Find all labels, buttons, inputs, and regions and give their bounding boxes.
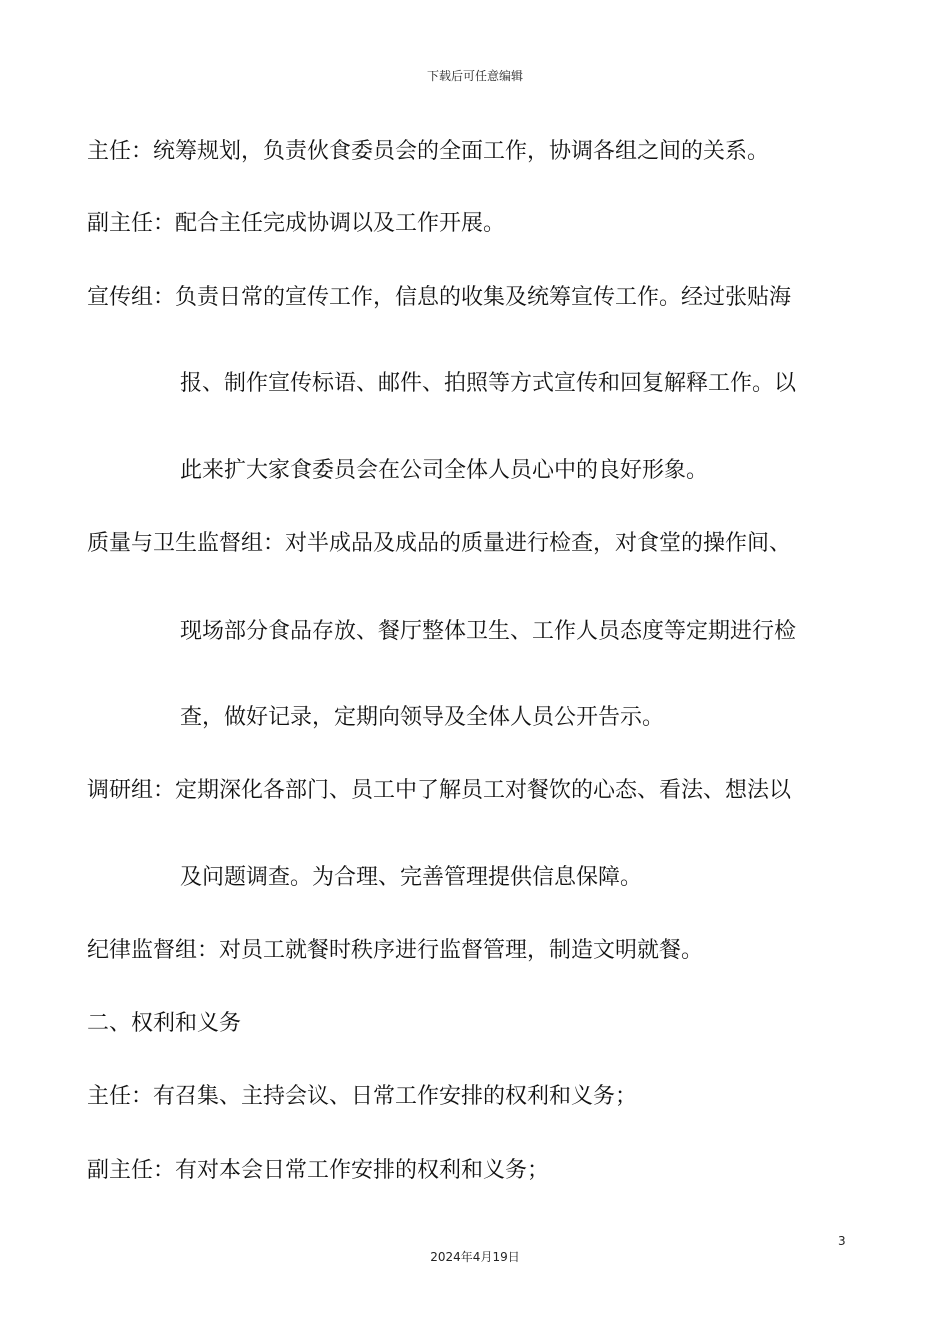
header-note: 下载后可任意编辑 xyxy=(426,69,523,83)
text-line-deputy-rights: 副主任：有对本会日常工作安排的权利和义务； xyxy=(87,1158,550,1183)
text-line-quality-2: 现场部分食品存放、餐厅整体卫生、工作人员态度等定期进行检 xyxy=(180,619,797,644)
page-number: 3 xyxy=(838,1234,846,1248)
text-line-research-2: 及问题调查。为合理、完善管理提供信息保障。 xyxy=(180,865,643,890)
text-line-director-rights: 主任：有召集、主持会议、日常工作安排的权利和义务； xyxy=(87,1084,638,1109)
text-line-research-1: 调研组：定期深化各部门、员工中了解员工对餐饮的心态、看法、想法以 xyxy=(87,778,792,803)
text-line-director: 主任：统筹规划，负责伙食委员会的全面工作，协调各组之间的关系。 xyxy=(87,139,770,164)
text-line-publicity-1: 宣传组：负责日常的宣传工作，信息的收集及统筹宣传工作。经过张贴海 xyxy=(87,285,792,310)
text-line-publicity-3: 此来扩大家食委员会在公司全体人员心中的良好形象。 xyxy=(180,458,709,483)
text-line-publicity-2: 报、制作宣传标语、邮件、拍照等方式宣传和回复解释工作。以 xyxy=(180,371,797,396)
section-heading-rights: 二、权利和义务 xyxy=(87,1011,242,1036)
text-line-deputy-director: 副主任：配合主任完成协调以及工作开展。 xyxy=(87,211,506,236)
text-line-quality-1: 质量与卫生监督组：对半成品及成品的质量进行检查，对食堂的操作间、 xyxy=(87,531,792,556)
text-line-quality-3: 查，做好记录，定期向领导及全体人员公开告示。 xyxy=(180,705,665,730)
text-line-discipline: 纪律监督组：对员工就餐时秩序进行监督管理，制造文明就餐。 xyxy=(87,938,704,963)
footer-date: 2024年4月19日 xyxy=(430,1250,520,1264)
